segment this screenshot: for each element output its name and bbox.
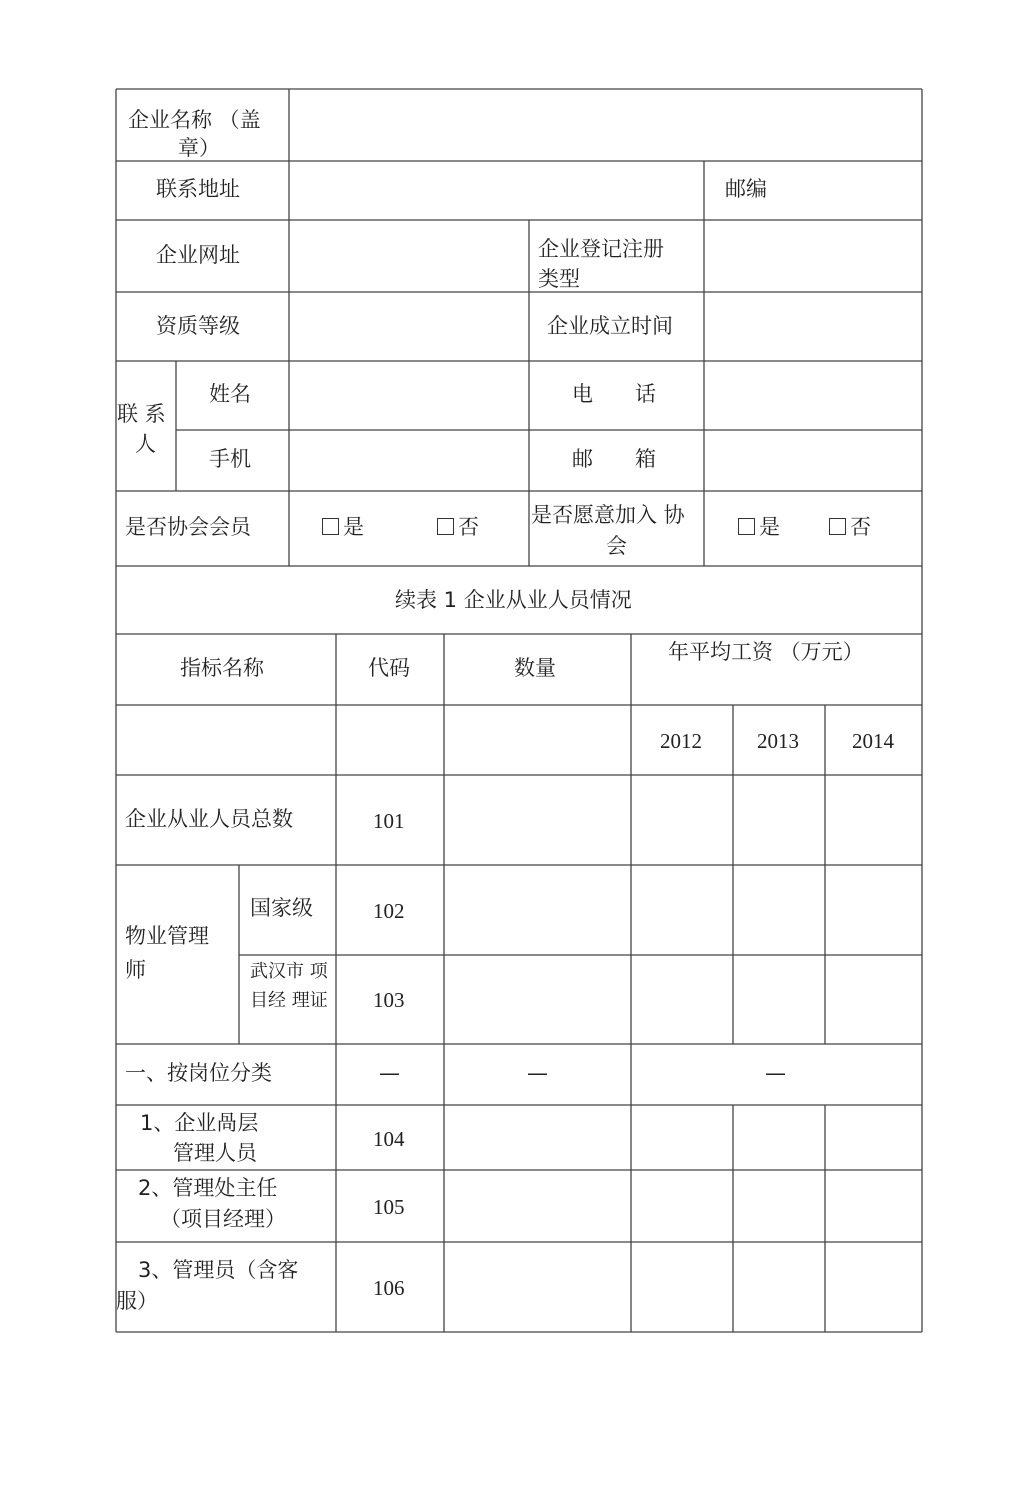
member-label: 是否协会会员: [125, 515, 251, 539]
row-by-post-label: 一、按岗位分类: [125, 1061, 272, 1085]
company-name-label: 企业名称 （盖: [128, 108, 261, 132]
phone-field[interactable]: [705, 362, 921, 429]
email-label: 邮 箱: [572, 447, 656, 471]
phone-label: 电 话: [572, 382, 656, 406]
row-by-post-dash-quantity: —: [527, 1061, 548, 1085]
row-national-label: 国家级: [250, 896, 313, 920]
year-2014: 2014: [852, 729, 894, 753]
row-wuhan-label-2: 目经 理证: [250, 990, 328, 1011]
founded-label: 企业成立时间: [547, 314, 673, 338]
row-admin-label-2: 服）: [116, 1289, 158, 1313]
row-pm-label-2: 师: [125, 958, 146, 982]
row-admin-code: 106: [373, 1276, 405, 1300]
company-name-field[interactable]: [290, 90, 921, 160]
row-by-post-dash-wage: —: [765, 1061, 786, 1085]
member-yes-checkbox[interactable]: [322, 518, 339, 535]
join-yes-label: 是: [759, 515, 780, 539]
row-wuhan-code: 103: [373, 988, 405, 1012]
header-code: 代码: [368, 656, 410, 680]
member-no-label: 否: [458, 515, 479, 539]
join-no-label: 否: [850, 515, 871, 539]
founded-field[interactable]: [705, 293, 921, 360]
address-label: 联系地址: [156, 177, 240, 201]
reg-type-label-2: 类型: [538, 267, 580, 291]
row-senior-label: 1、企业咼层: [140, 1111, 259, 1135]
postcode-label: 邮编: [725, 177, 767, 201]
year-2013: 2013: [757, 729, 799, 753]
contact-label: 联 系: [117, 402, 166, 426]
row-admin-label: 3、管理员（含客: [138, 1258, 299, 1282]
website-field[interactable]: [290, 221, 528, 291]
join-label-2: 会: [606, 534, 627, 558]
row-director-label-2: （项目经理）: [160, 1207, 286, 1231]
year-2012: 2012: [660, 729, 702, 753]
qualification-field[interactable]: [290, 293, 528, 360]
row-director-label: 2、管理处主任: [138, 1176, 278, 1200]
join-label: 是否愿意加入 协: [531, 503, 685, 527]
name-field[interactable]: [290, 362, 528, 429]
email-field[interactable]: [705, 431, 921, 490]
name-label: 姓名: [209, 382, 251, 406]
reg-type-field[interactable]: [705, 221, 921, 291]
mobile-label: 手机: [209, 447, 251, 471]
header-indicator: 指标名称: [180, 656, 264, 680]
member-yes-label: 是: [343, 515, 364, 539]
header-quantity: 数量: [514, 656, 556, 680]
row-national-code: 102: [373, 899, 405, 923]
mobile-field[interactable]: [290, 431, 528, 490]
table-title: 续表 1 企业从业人员情况: [395, 588, 632, 612]
row-director-code: 105: [373, 1195, 405, 1219]
website-label: 企业网址: [156, 243, 240, 267]
contact-label-2: 人: [135, 432, 156, 456]
header-avg-wage: 年平均工资 （万元）: [668, 640, 864, 664]
company-name-label-2: 章）: [178, 136, 220, 160]
row-total-code: 101: [373, 809, 405, 833]
member-no-checkbox[interactable]: [437, 518, 454, 535]
address-field[interactable]: [290, 162, 703, 219]
row-wuhan-label: 武汉市 项: [250, 961, 328, 982]
qualification-label: 资质等级: [156, 314, 240, 338]
row-senior-label-2: 管理人员: [173, 1141, 257, 1165]
reg-type-label: 企业登记注册: [538, 237, 664, 261]
row-total-label: 企业从业人员总数: [125, 807, 293, 831]
row-by-post-dash-code: —: [379, 1061, 400, 1085]
row-senior-code: 104: [373, 1127, 405, 1151]
join-no-checkbox[interactable]: [829, 518, 846, 535]
row-pm-label: 物业管理: [125, 924, 209, 948]
join-yes-checkbox[interactable]: [738, 518, 755, 535]
